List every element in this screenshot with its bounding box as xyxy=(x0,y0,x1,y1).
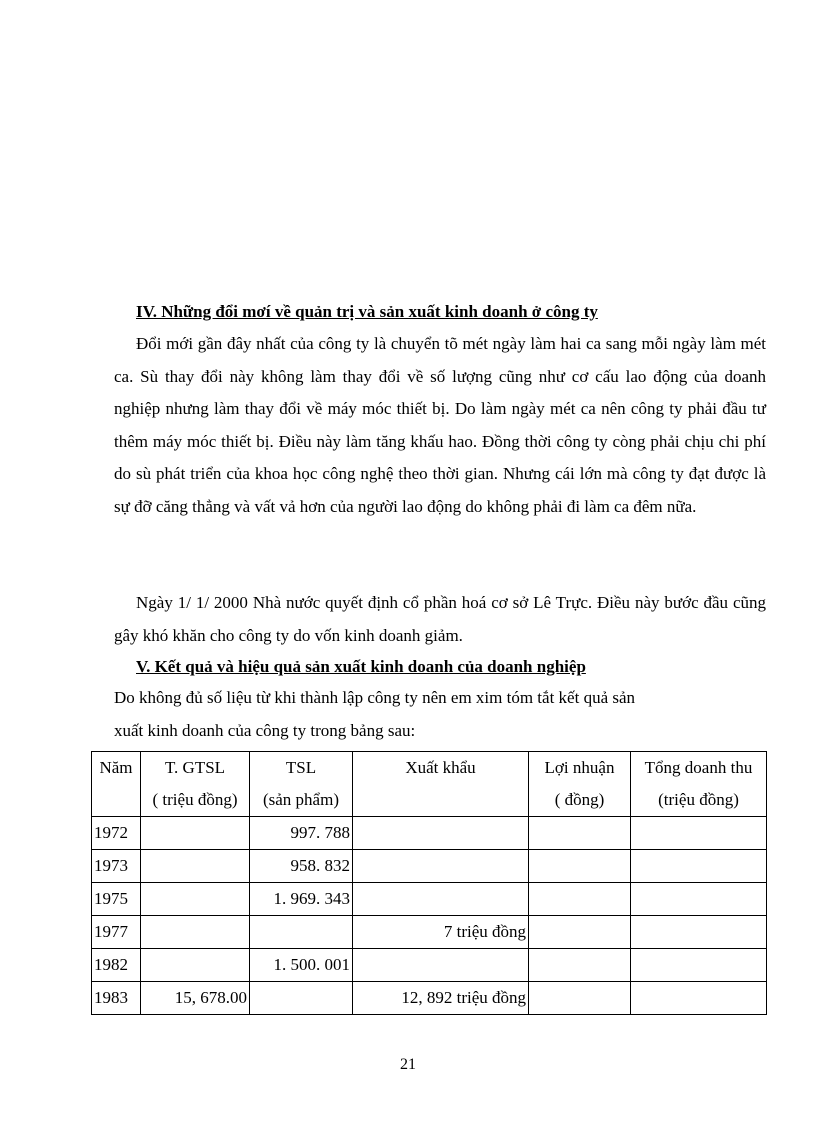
cell-revenue xyxy=(631,949,767,982)
cell-tsl: 997. 788 xyxy=(250,817,353,850)
cell-export: 12, 892 triệu đồng xyxy=(353,982,529,1015)
cell-year: 1977 xyxy=(92,916,141,949)
header-gtsl-unit: ( triệu đồng) xyxy=(152,790,238,809)
cell-profit xyxy=(529,982,631,1015)
header-revenue xyxy=(631,752,767,817)
cell-profit xyxy=(529,916,631,949)
section-4-heading: IV. Những đổi mơí về quản trị và sản xuất kinh doanh ở công ty xyxy=(136,302,598,321)
cell-tsl: 958. 832 xyxy=(250,850,353,883)
cell-year: 1973 xyxy=(92,850,141,883)
table-header-row xyxy=(92,752,767,817)
table-row xyxy=(92,850,767,883)
header-export-label: Xuất khẩu xyxy=(405,758,476,777)
cell-tsl xyxy=(250,916,353,949)
cell-export xyxy=(353,850,529,883)
table-row xyxy=(92,949,767,982)
cell-profit xyxy=(529,817,631,850)
cell-year: 1983 xyxy=(92,982,141,1015)
cell-year: 1972 xyxy=(92,817,141,850)
header-tsl xyxy=(250,752,353,817)
cell-export xyxy=(353,883,529,916)
header-profit-unit: ( đồng) xyxy=(554,790,605,809)
cell-gtsl xyxy=(141,850,250,883)
table-row xyxy=(92,982,767,1015)
cell-tsl: 1. 500. 001 xyxy=(250,949,353,982)
header-year-label: Năm xyxy=(99,758,133,777)
header-gtsl-label: T. GTSL xyxy=(164,758,226,777)
cell-export xyxy=(353,817,529,850)
header-profit-label: Lợi nhuận xyxy=(544,758,615,777)
section-5-heading: V. Kết quả và hiệu quả sản xuất kinh doanh của doanh nghiệp xyxy=(136,657,586,676)
section-4-paragraph-1-text: Đổi mới gần đây nhất của công ty là chuyển tõ mét ngày làm hai ca sang mỗi ngày làm mét ca. Sù thay đổi này không làm thay đổi về số lượng cũng như cơ cấu lao động của doanh nghiệp nhưng làm thay đổi về máy móc thiết bị. Do làm ngày mét ca nên công ty phải đầu tư thêm máy móc thiết bị. Điều này làm tăng khấu hao. Đồng thời công ty còng phải chịu chi phí do sù phát triển của khoa học công nghệ theo thời gian. Nhưng cái lớn mà công ty đạt được là sự đỡ căng thẳng và vất vả hơn của người lao động do không phải đi làm ca đêm nữa. xyxy=(114,334,766,516)
section-4-paragraph-1 xyxy=(114,328,766,523)
header-tsl-label: TSL xyxy=(285,758,317,777)
section-5-intro-line-2: xuất kinh doanh của công ty trong bảng sau: xyxy=(114,721,416,740)
header-year xyxy=(92,752,141,817)
cell-gtsl: 15, 678.00 xyxy=(141,982,250,1015)
table-row xyxy=(92,817,767,850)
header-profit xyxy=(529,752,631,817)
cell-export xyxy=(353,949,529,982)
cell-revenue xyxy=(631,982,767,1015)
cell-profit xyxy=(529,883,631,916)
section-4-paragraph-2-text: Ngày 1/ 1/ 2000 Nhà nước quyết định cổ phần hoá cơ sở Lê Trực. Điều này bước đầu cũng gây khó khăn cho công ty do vốn kinh doanh giảm. xyxy=(114,593,766,645)
cell-revenue xyxy=(631,850,767,883)
cell-profit xyxy=(529,850,631,883)
cell-revenue xyxy=(631,817,767,850)
cell-revenue xyxy=(631,916,767,949)
header-revenue-unit: (triệu đồng) xyxy=(658,790,739,809)
cell-export: 7 triệu đồng xyxy=(353,916,529,949)
header-tsl-unit: (sản phẩm) xyxy=(262,790,339,809)
page-number: 21 xyxy=(400,1056,416,1073)
cell-year: 1975 xyxy=(92,883,141,916)
section-4-paragraph-2 xyxy=(114,587,766,652)
header-gtsl xyxy=(141,752,250,817)
table-row xyxy=(92,883,767,916)
header-revenue-label: Tổng doanh thu xyxy=(644,758,753,777)
cell-profit xyxy=(529,949,631,982)
cell-year: 1982 xyxy=(92,949,141,982)
results-table xyxy=(91,751,767,1015)
cell-gtsl xyxy=(141,916,250,949)
cell-revenue xyxy=(631,883,767,916)
header-export xyxy=(353,752,529,817)
section-5-intro-line-1: Do không đủ số liệu từ khi thành lập công ty nên em xim tóm tắt kết quả sản xyxy=(114,688,636,707)
cell-gtsl xyxy=(141,817,250,850)
cell-tsl: 1. 969. 343 xyxy=(250,883,353,916)
cell-tsl xyxy=(250,982,353,1015)
cell-gtsl xyxy=(141,883,250,916)
table-row xyxy=(92,916,767,949)
cell-gtsl xyxy=(141,949,250,982)
